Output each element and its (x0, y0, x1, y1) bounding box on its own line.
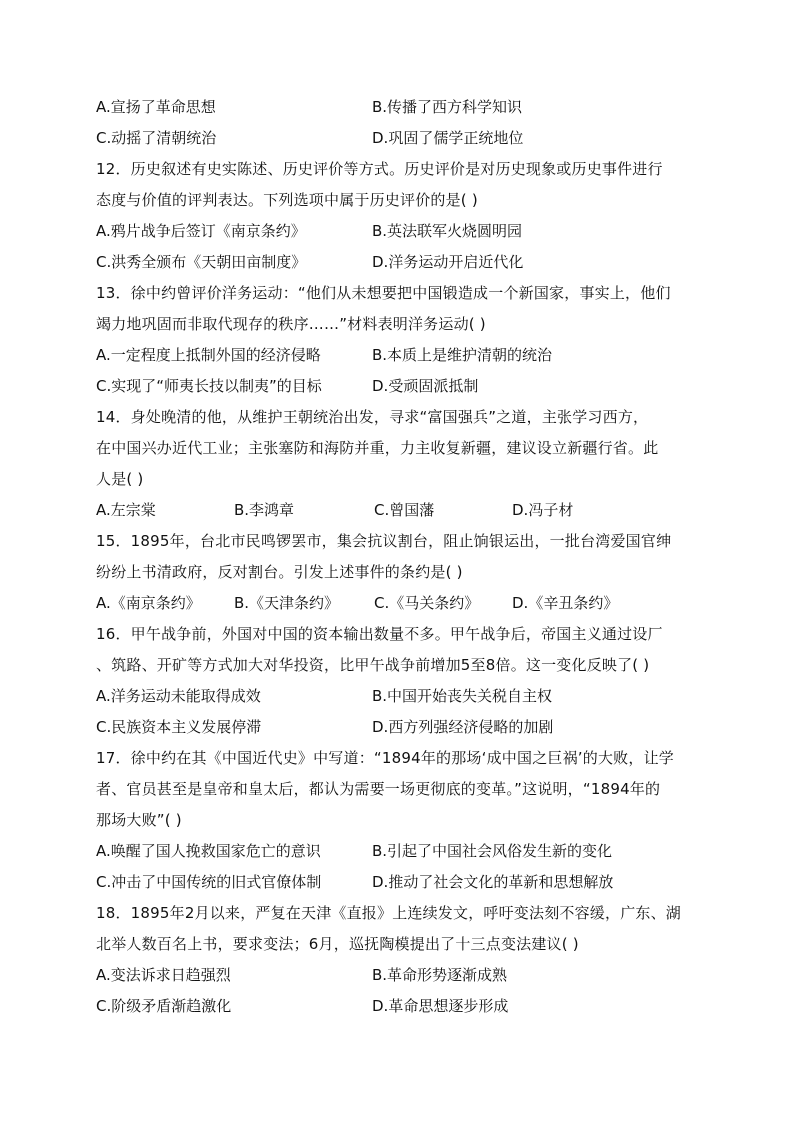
q16-options-row1 (96, 681, 706, 712)
q16-stem-line-1: 16．甲午战争前，外国对中国的资本输出数量不多。甲午战争后，帝国主义通过设厂 (96, 625, 663, 643)
q17-options-row1 (96, 836, 706, 867)
q16-option-b[interactable]: B.中国开始丧失关税自主权 (372, 687, 553, 705)
q17-option-a[interactable]: A.唤醒了国人挽救国家危亡的意识 (96, 842, 321, 860)
q13-options-row1 (96, 340, 706, 371)
q17-options-row2 (96, 867, 706, 898)
q16-stem-line-2: 、筑路、开矿等方式加大对华投资，比甲午战争前增加5至8倍。这一变化反映了( ) (96, 656, 650, 674)
q13-option-c[interactable]: C.实现了“师夷长技以制夷”的目标 (96, 377, 322, 395)
q17-stem-line-2: 者、官员甚至是皇帝和皇太后，都认为需要一场更彻底的变革。”这说明，“1894年的 (96, 780, 661, 798)
q14-option-c[interactable]: C.曾国藩 (374, 501, 435, 519)
q12-options-row2 (96, 247, 706, 278)
q14-stem-line-3: 人是( ) (96, 470, 144, 488)
q11-options-row2 (96, 123, 706, 154)
q14-stem-line-1: 14．身处晚清的他，从维护王朝统治出发，寻求“富国强兵”之道，主张学习西方， (96, 408, 649, 426)
q14-option-b[interactable]: B.李鸿章 (234, 501, 295, 519)
q16-option-c[interactable]: C.民族资本主义发展停滞 (96, 718, 262, 736)
q17-stem-line-1: 17．徐中约在其《中国近代史》中写道：“1894年的那场‘成中国之巨祸’的大败，让学 (96, 749, 674, 767)
q18-option-a[interactable]: A.变法诉求日趋强烈 (96, 966, 231, 984)
q13-option-a[interactable]: A.一定程度上抵制外国的经济侵略 (96, 346, 321, 364)
q11-option-a[interactable]: A.宣扬了革命思想 (96, 98, 216, 116)
q14-options-row (96, 495, 706, 526)
q16-option-a[interactable]: A.洋务运动未能取得成效 (96, 687, 261, 705)
q15-option-d[interactable]: D.《辛丑条约》 (512, 594, 619, 612)
q14-stem-line-2: 在中国兴办近代工业；主张塞防和海防并重，力主收复新疆，建议设立新疆行省。此 (96, 439, 659, 457)
q11-option-b[interactable]: B.传播了西方科学知识 (372, 98, 523, 116)
q18-stem-line-1: 18．1895年2月以来，严复在天津《直报》上连续发文，呼吁变法刻不容缓，广东、湖 (96, 904, 682, 922)
q15-option-c[interactable]: C.《马关条约》 (374, 594, 480, 612)
q18-options-row2 (96, 991, 706, 1022)
q12-options-row1 (96, 216, 706, 247)
q18-options-row1 (96, 960, 706, 991)
exam-page (96, 92, 706, 1022)
q18-option-d[interactable]: D.革命思想逐步形成 (372, 997, 509, 1015)
q15-option-a[interactable]: A.《南京条约》 (96, 594, 201, 612)
q18-stem-line-2: 北举人数百名上书，要求变法；6月，巡抚陶模提出了十三点变法建议( ) (96, 935, 579, 953)
q12-option-d[interactable]: D.洋务运动开启近代化 (372, 253, 524, 271)
q16-option-d[interactable]: D.西方列强经济侵略的加剧 (372, 718, 554, 736)
q16-options-row2 (96, 712, 706, 743)
q15-stem-line-1: 15．1895年，台北市民鸣锣罢市，集会抗议割台，阻止饷银运出，一批台湾爱国官绅 (96, 532, 672, 550)
q17-option-d[interactable]: D.推动了社会文化的革新和思想解放 (372, 873, 614, 891)
q17-option-c[interactable]: C.冲击了中国传统的旧式官僚体制 (96, 873, 322, 891)
q17-option-b[interactable]: B.引起了中国社会风俗发生新的变化 (372, 842, 613, 860)
q11-options-row1 (96, 92, 706, 123)
q12-stem-line-2: 态度与价值的评判表达。下列选项中属于历史评价的是( ) (96, 191, 478, 209)
q13-option-d[interactable]: D.受顽固派抵制 (372, 377, 479, 395)
q13-option-b[interactable]: B.本质上是维护清朝的统治 (372, 346, 553, 364)
q13-stem-line-1: 13．徐中约曾评价洋务运动：“他们从未想要把中国锻造成一个新国家，事实上，他们 (96, 284, 671, 302)
q18-option-c[interactable]: C.阶级矛盾渐趋激化 (96, 997, 232, 1015)
q15-stem-line-2: 纷纷上书清政府，反对割台。引发上述事件的条约是( ) (96, 563, 463, 581)
q15-options-row (96, 588, 706, 619)
q12-option-c[interactable]: C.洪秀全颁布《天朝田亩制度》 (96, 253, 307, 271)
q13-options-row2 (96, 371, 706, 402)
q13-stem-line-2: 竭力地巩固而非取代现存的秩序……”材料表明洋务运动( ) (96, 315, 486, 333)
q14-option-d[interactable]: D.冯子材 (512, 501, 574, 519)
q17-stem-line-3: 那场大败”( ) (96, 811, 182, 829)
q14-option-a[interactable]: A.左宗棠 (96, 501, 156, 519)
q12-option-b[interactable]: B.英法联军火烧圆明园 (372, 222, 523, 240)
q15-option-b[interactable]: B.《天津条约》 (234, 594, 340, 612)
q11-option-d[interactable]: D.巩固了儒学正统地位 (372, 129, 524, 147)
q12-stem-line-1: 12．历史叙述有史实陈述、历史评价等方式。历史评价是对历史现象或历史事件进行 (96, 160, 663, 178)
q18-option-b[interactable]: B.革命形势逐渐成熟 (372, 966, 508, 984)
q11-option-c[interactable]: C.动摇了清朝统治 (96, 129, 217, 147)
q12-option-a[interactable]: A.鸦片战争后签订《南京条约》 (96, 222, 306, 240)
